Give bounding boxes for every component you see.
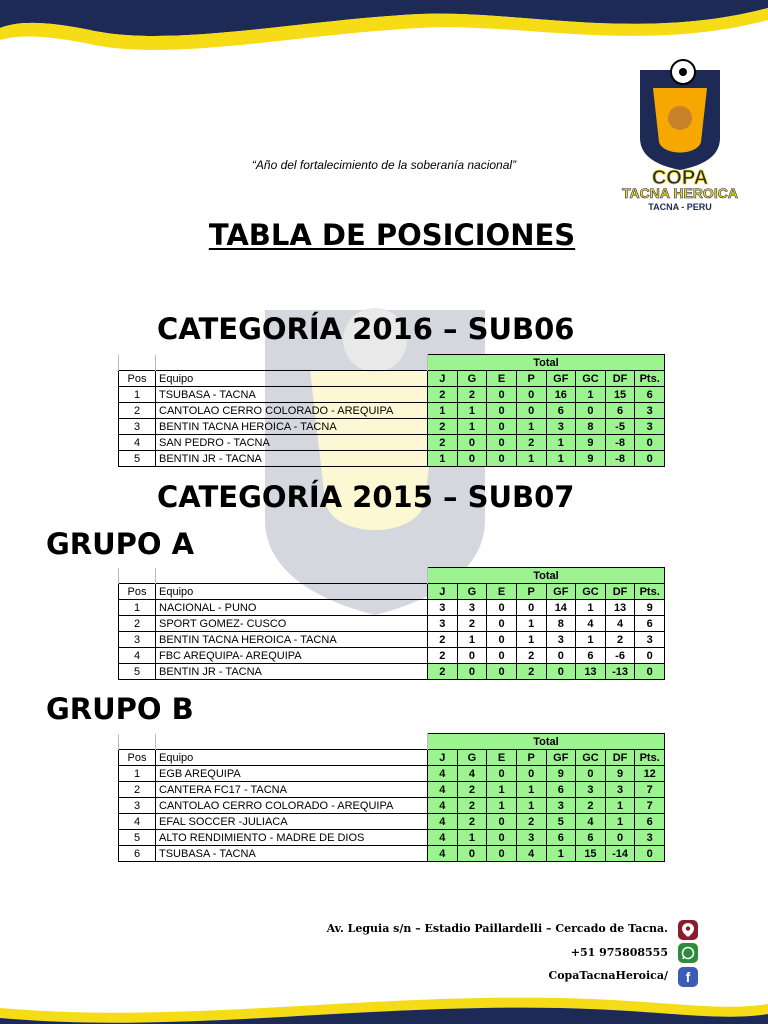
standings-table-group-a [118, 567, 665, 680]
row-g: 1 [457, 403, 487, 419]
blank-cell [119, 355, 156, 371]
row-df: 9 [605, 766, 635, 782]
row-j: 3 [428, 616, 458, 632]
row-e: 0 [487, 814, 517, 830]
col-gf: GF [546, 371, 576, 387]
row-team: TSUBASA - TACNA [156, 846, 428, 862]
row-pts: 9 [635, 600, 665, 616]
row-gf: 1 [546, 846, 576, 862]
row-j: 3 [428, 600, 458, 616]
category-2016-title: CATEGORÍA 2016 – SUB06 [157, 312, 575, 346]
row-gf: 16 [546, 387, 576, 403]
row-df: -13 [605, 664, 635, 680]
group-b-title: GRUPO B [46, 692, 194, 726]
row-p: 1 [516, 616, 546, 632]
row-gf: 6 [546, 782, 576, 798]
row-df: -14 [605, 846, 635, 862]
row-df: 4 [605, 616, 635, 632]
row-e: 0 [487, 648, 517, 664]
row-df: 0 [605, 830, 635, 846]
col-j: J [428, 750, 458, 766]
row-e: 0 [487, 419, 517, 435]
row-gc: 4 [576, 814, 606, 830]
total-header-row [119, 734, 665, 750]
row-pos: 3 [119, 419, 156, 435]
row-gf: 14 [546, 600, 576, 616]
row-pos: 2 [119, 616, 156, 632]
row-p: 1 [516, 798, 546, 814]
row-pos: 2 [119, 782, 156, 798]
row-j: 2 [428, 435, 458, 451]
row-pts: 3 [635, 830, 665, 846]
col-df: DF [605, 584, 635, 600]
row-p: 2 [516, 814, 546, 830]
row-e: 0 [487, 766, 517, 782]
row-gc: 4 [576, 616, 606, 632]
row-g: 0 [457, 648, 487, 664]
table-row [119, 600, 665, 616]
table-row [119, 664, 665, 680]
row-pos: 1 [119, 600, 156, 616]
row-p: 1 [516, 782, 546, 798]
col-equipo: Equipo [156, 750, 428, 766]
row-pts: 7 [635, 782, 665, 798]
row-g: 2 [457, 387, 487, 403]
row-team: BENTIN TACNA HEROICA - TACNA [156, 419, 428, 435]
table-row [119, 451, 665, 467]
col-g: G [457, 371, 487, 387]
row-pts: 0 [635, 648, 665, 664]
col-pts: Pts. [635, 750, 665, 766]
table-row [119, 435, 665, 451]
row-df: -6 [605, 648, 635, 664]
blank-cell [119, 734, 156, 750]
table-row [119, 830, 665, 846]
row-j: 4 [428, 814, 458, 830]
row-e: 0 [487, 846, 517, 862]
col-df: DF [605, 371, 635, 387]
row-df: 13 [605, 600, 635, 616]
row-pts: 12 [635, 766, 665, 782]
row-team: FBC AREQUIPA- AREQUIPA [156, 648, 428, 664]
column-header-row [119, 584, 665, 600]
row-j: 2 [428, 648, 458, 664]
row-g: 4 [457, 766, 487, 782]
col-equipo: Equipo [156, 371, 428, 387]
table-row [119, 648, 665, 664]
row-pts: 6 [635, 616, 665, 632]
blank-cell [156, 568, 428, 584]
row-pos: 3 [119, 798, 156, 814]
row-pts: 0 [635, 435, 665, 451]
row-gf: 5 [546, 814, 576, 830]
row-gc: 15 [576, 846, 606, 862]
row-p: 4 [516, 846, 546, 862]
row-j: 4 [428, 846, 458, 862]
row-pos: 5 [119, 830, 156, 846]
row-g: 0 [457, 664, 487, 680]
row-g: 2 [457, 798, 487, 814]
row-e: 0 [487, 451, 517, 467]
table-row [119, 632, 665, 648]
row-e: 0 [487, 387, 517, 403]
row-p: 3 [516, 830, 546, 846]
row-g: 0 [457, 435, 487, 451]
row-team: CANTERA FC17 - TACNA [156, 782, 428, 798]
row-gc: 1 [576, 632, 606, 648]
row-gc: 9 [576, 451, 606, 467]
col-gc: GC [576, 750, 606, 766]
col-g: G [457, 584, 487, 600]
row-j: 2 [428, 419, 458, 435]
row-team: BENTIN JR - TACNA [156, 451, 428, 467]
row-j: 4 [428, 782, 458, 798]
facebook-icon[interactable]: f [678, 967, 698, 987]
row-j: 4 [428, 798, 458, 814]
row-team: EFAL SOCCER -JULIACA [156, 814, 428, 830]
row-p: 0 [516, 766, 546, 782]
col-gc: GC [576, 371, 606, 387]
row-p: 0 [516, 403, 546, 419]
motto-text: “Año del fortalecimiento de la soberanía nacional” [251, 158, 517, 172]
location-pin-icon [678, 920, 698, 940]
standings-table-group-b [118, 733, 665, 862]
row-j: 1 [428, 451, 458, 467]
group-a-title: GRUPO A [46, 527, 195, 561]
row-e: 0 [487, 600, 517, 616]
row-pos: 5 [119, 451, 156, 467]
row-df: -8 [605, 451, 635, 467]
row-pos: 4 [119, 435, 156, 451]
row-team: EGB AREQUIPA [156, 766, 428, 782]
footer-address: Av. Leguia s/n – Estadio Paillardelli – Cercado de Tacna. [326, 922, 668, 935]
row-pts: 3 [635, 632, 665, 648]
col-e: E [487, 371, 517, 387]
row-gf: 3 [546, 798, 576, 814]
col-gc: GC [576, 584, 606, 600]
logo-tacna-peru: TACNA - PERU [648, 202, 712, 212]
row-pos: 2 [119, 403, 156, 419]
total-header-row [119, 568, 665, 584]
row-gf: 1 [546, 451, 576, 467]
col-j: J [428, 371, 458, 387]
col-e: E [487, 584, 517, 600]
total-header: Total [428, 355, 665, 371]
row-team: BENTIN TACNA HEROICA - TACNA [156, 632, 428, 648]
row-pts: 0 [635, 451, 665, 467]
row-team: CANTOLAO CERRO COLORADO - AREQUIPA [156, 403, 428, 419]
row-p: 1 [516, 451, 546, 467]
footer-phone: +51 975808555 [570, 946, 668, 959]
row-p: 2 [516, 664, 546, 680]
row-df: -8 [605, 435, 635, 451]
category-2015-title: CATEGORÍA 2015 – SUB07 [157, 480, 575, 514]
row-df: 2 [605, 632, 635, 648]
page-title [0, 218, 768, 252]
row-e: 1 [487, 798, 517, 814]
row-gc: 3 [576, 782, 606, 798]
row-g: 3 [457, 600, 487, 616]
row-e: 1 [487, 782, 517, 798]
row-gc: 1 [576, 600, 606, 616]
row-pos: 5 [119, 664, 156, 680]
col-e: E [487, 750, 517, 766]
row-team: SPORT GOMEZ- CUSCO [156, 616, 428, 632]
row-df: 6 [605, 403, 635, 419]
row-g: 2 [457, 814, 487, 830]
col-p: P [516, 584, 546, 600]
total-header: Total [428, 568, 665, 584]
total-header-row [119, 355, 665, 371]
copa-tacna-heroica-logo [605, 58, 755, 218]
row-gf: 6 [546, 830, 576, 846]
table-row [119, 403, 665, 419]
row-team: SAN PEDRO - TACNA [156, 435, 428, 451]
row-j: 2 [428, 632, 458, 648]
row-df: -5 [605, 419, 635, 435]
row-df: 1 [605, 814, 635, 830]
col-p: P [516, 371, 546, 387]
total-header: Total [428, 734, 665, 750]
col-j: J [428, 584, 458, 600]
row-j: 4 [428, 830, 458, 846]
col-g: G [457, 750, 487, 766]
row-pos: 4 [119, 814, 156, 830]
logo-tacna-heroica: TACNA HEROICA [622, 185, 738, 201]
row-team: CANTOLAO CERRO COLORADO - AREQUIPA [156, 798, 428, 814]
row-pos: 4 [119, 648, 156, 664]
col-gf: GF [546, 584, 576, 600]
row-j: 2 [428, 387, 458, 403]
row-p: 2 [516, 648, 546, 664]
row-gf: 3 [546, 419, 576, 435]
row-gf: 9 [546, 766, 576, 782]
row-team: NACIONAL - PUNO [156, 600, 428, 616]
table-row [119, 387, 665, 403]
row-gc: 6 [576, 830, 606, 846]
table-row [119, 798, 665, 814]
row-e: 0 [487, 435, 517, 451]
row-g: 1 [457, 419, 487, 435]
row-team: ALTO RENDIMIENTO - MADRE DE DIOS [156, 830, 428, 846]
row-pts: 0 [635, 664, 665, 680]
row-e: 0 [487, 830, 517, 846]
column-header-row [119, 750, 665, 766]
footer-wave [0, 984, 768, 1024]
row-gc: 1 [576, 387, 606, 403]
table-row [119, 616, 665, 632]
blank-cell [119, 568, 156, 584]
row-df: 3 [605, 782, 635, 798]
row-p: 0 [516, 387, 546, 403]
col-pts: Pts. [635, 371, 665, 387]
standings-table-2016 [118, 354, 665, 467]
row-p: 1 [516, 419, 546, 435]
row-gf: 8 [546, 616, 576, 632]
row-df: 1 [605, 798, 635, 814]
row-gf: 3 [546, 632, 576, 648]
row-gc: 6 [576, 648, 606, 664]
blank-cell [156, 355, 428, 371]
row-pts: 6 [635, 387, 665, 403]
row-e: 0 [487, 616, 517, 632]
table-row [119, 766, 665, 782]
col-pos: Pos [119, 584, 156, 600]
col-pos: Pos [119, 371, 156, 387]
row-j: 1 [428, 403, 458, 419]
row-gc: 0 [576, 766, 606, 782]
row-g: 2 [457, 782, 487, 798]
row-g: 2 [457, 616, 487, 632]
row-pts: 3 [635, 403, 665, 419]
row-pos: 1 [119, 766, 156, 782]
row-pts: 6 [635, 814, 665, 830]
row-gc: 8 [576, 419, 606, 435]
footer-facebook[interactable]: CopaTacnaHeroica/ [548, 969, 668, 982]
col-pts: Pts. [635, 584, 665, 600]
row-pos: 3 [119, 632, 156, 648]
row-p: 1 [516, 632, 546, 648]
row-e: 0 [487, 632, 517, 648]
row-e: 0 [487, 403, 517, 419]
column-header-row [119, 371, 665, 387]
row-pts: 3 [635, 419, 665, 435]
row-g: 1 [457, 830, 487, 846]
col-gf: GF [546, 750, 576, 766]
row-team: BENTIN JR - TACNA [156, 664, 428, 680]
row-gc: 0 [576, 403, 606, 419]
row-g: 0 [457, 846, 487, 862]
row-team: TSUBASA - TACNA [156, 387, 428, 403]
row-pts: 0 [635, 846, 665, 862]
whatsapp-icon[interactable] [678, 943, 698, 963]
logo-copa: COPA [651, 167, 709, 189]
row-pts: 7 [635, 798, 665, 814]
blank-cell [156, 734, 428, 750]
col-equipo: Equipo [156, 584, 428, 600]
row-p: 2 [516, 435, 546, 451]
row-j: 4 [428, 766, 458, 782]
row-e: 0 [487, 664, 517, 680]
table-row [119, 419, 665, 435]
row-g: 1 [457, 632, 487, 648]
page-title-text: TABLA DE POSICIONES [208, 218, 576, 252]
col-p: P [516, 750, 546, 766]
row-g: 0 [457, 451, 487, 467]
row-gf: 0 [546, 648, 576, 664]
row-df: 15 [605, 387, 635, 403]
row-p: 0 [516, 600, 546, 616]
row-gc: 13 [576, 664, 606, 680]
row-j: 2 [428, 664, 458, 680]
row-gc: 9 [576, 435, 606, 451]
row-pos: 6 [119, 846, 156, 862]
table-row [119, 814, 665, 830]
row-gf: 0 [546, 664, 576, 680]
row-gc: 2 [576, 798, 606, 814]
col-pos: Pos [119, 750, 156, 766]
row-pos: 1 [119, 387, 156, 403]
row-gf: 1 [546, 435, 576, 451]
table-row [119, 782, 665, 798]
row-gf: 6 [546, 403, 576, 419]
table-row [119, 846, 665, 862]
col-df: DF [605, 750, 635, 766]
